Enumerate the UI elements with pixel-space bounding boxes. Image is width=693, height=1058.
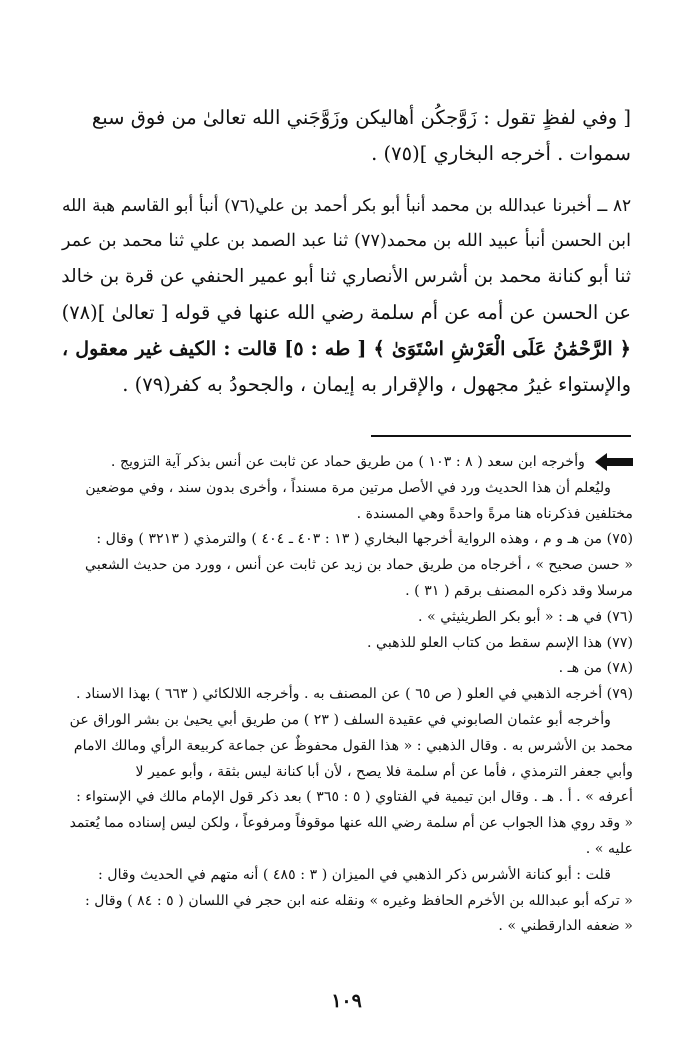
footnote-line (60, 450, 633, 476)
footnote-76: (٧٦) في هـ : « أبو بكر الطريثيثي » . (418, 608, 633, 625)
footnote-78: (٧٨) من هـ . (558, 660, 633, 677)
text-line: ٨٢ ــ أخبرنا عبدالله بن محمد أنبأ أبو بكر أحمد بن علي(٧٦) أنبأ أبو القاسم هبة الله (62, 195, 631, 215)
footnote-divider (371, 435, 631, 437)
footnote-line: مرسلا وقد ذكره المصنف برقم ( ٣١ ) . (405, 582, 633, 599)
footnote-line: « وقد روي هذا الجواب عن أم سلمة رضي الله عنها موقوفاً ومرفوعاً ، ولكن ليس إسناده مما يُعتمد (69, 815, 633, 832)
footnote-77: (٧٧) هذا الإسم سقط من كتاب العلو للذهبي . (367, 634, 633, 651)
footnote-line: قلت : أبو كنانة الأشرس ذكر الذهبي في الميزان ( ٣ : ٤٨٥ ) أنه متهم في الحديث وقال : (98, 866, 611, 883)
footnote-line: محمد بن الأشرس به . وقال الذهبي : « هذا القول محفوظٌ عن جماعة كربيعة الرأي ومالك الامام (73, 737, 633, 754)
text-line: سموات . أخرجه البخاري ](٧٥) . (371, 142, 631, 165)
footnote-75: (٧٥) من هـ و م ، وهذه الرواية أخرجها البخاري ( ١٣ : ٤٠٣ ـ ٤٠٤ ) والترمذي ( ٣٢١٣ ) وقال : (96, 531, 633, 548)
quran-verse-line: ﴿ الرَّحْمَٰنُ عَلَى الْعَرْشِ اسْتَوَىٰ ﴾ [ طه : ٥] قالت : الكيف غير معقول ، (62, 337, 631, 360)
footnote-line: وأبي جعفر الترمذي ، فأما عن أم سلمة فلا يصح ، لأن أبا كنانة ليس بثقة ، وأبو عمير لا (135, 763, 633, 780)
text-line: ثنا أبو كنانة محمد بن أشرس الأنصاري ثنا أبو عمير الحنفي عن قرة بن خالد (61, 266, 631, 287)
footnote-79: (٧٩) أخرجه الذهبي في العلو ( ص ٦٥ ) عن المصنف به . وأخرجه اللالكائي ( ٦٦٣ ) بهذا الاسناد . (76, 686, 633, 703)
text-line: والإستواء غيرُ مجهول ، والإقرار به إيمان ، والجحودُ به كفر(٧٩) . (122, 373, 631, 396)
footnote-line: « تركه أبو عبدالله بن الأخرم الحافظ وغيره » ونقله عنه ابن حجر في اللسان ( ٥ : ٨٤ ) وقال : (85, 892, 633, 909)
continued-paragraph (62, 100, 631, 172)
footnote-line: أعرفه » . أ . هـ . وقال ابن تيمية في الفتاوي ( ٥ : ٣٦٥ ) بعد ذكر قول الإمام مالك في الإستواء : (76, 789, 633, 806)
text-line: [ وفي لفظٍ تقول : زَوَّجكُن أهاليكن وزَوَّجَني الله تعالىٰ من فوق سبع (91, 106, 631, 129)
footnote-line: وأخرجه أبو عثمان الصابوني في عقيدة السلف ( ٢٣ ) من طريق أبي يحيىٰ بن بشر الوراق عن (69, 711, 611, 728)
text-line: عن الحسن عن أمه عن أم سلمة رضي الله عنها في قوله [ تعالىٰ ](٧٨) (61, 301, 631, 324)
left-arrow-icon (595, 453, 633, 471)
hadith-paragraph (62, 187, 631, 403)
footnote-line: عليه » . (585, 840, 633, 857)
footnote-line: وليُعلم أن هذا الحديث ورد في الأصل مرتين مرة مسنداً ، وأخرى بدون سند ، وفي موضعين (85, 479, 611, 496)
footnote-text: وأخرجه ابن سعد ( ٨ : ١٠٣ ) من طريق حماد عن ثابت عن أنس بذكر آية التزويج . (110, 454, 585, 470)
footnote-line: « حسن صحيح » ، أخرجاه من طريق حماد بن زيد عن ثابت عن أنس ، وورد من حديث الشعبي (85, 557, 633, 574)
footnotes (60, 450, 633, 940)
footnote-line: « ضعفه الدارقطني » . (498, 918, 633, 935)
page-number: ١٠٩ (331, 990, 362, 1012)
footnote-line: مختلفين فذكرناه هنا مرةً واحدةً وهي المسندة . (356, 505, 633, 522)
text-line: ابن الحسن أنبأ عبيد الله بن محمد(٧٧) ثنا عبد الصمد بن علي ثنا محمد بن عمر (62, 231, 632, 251)
